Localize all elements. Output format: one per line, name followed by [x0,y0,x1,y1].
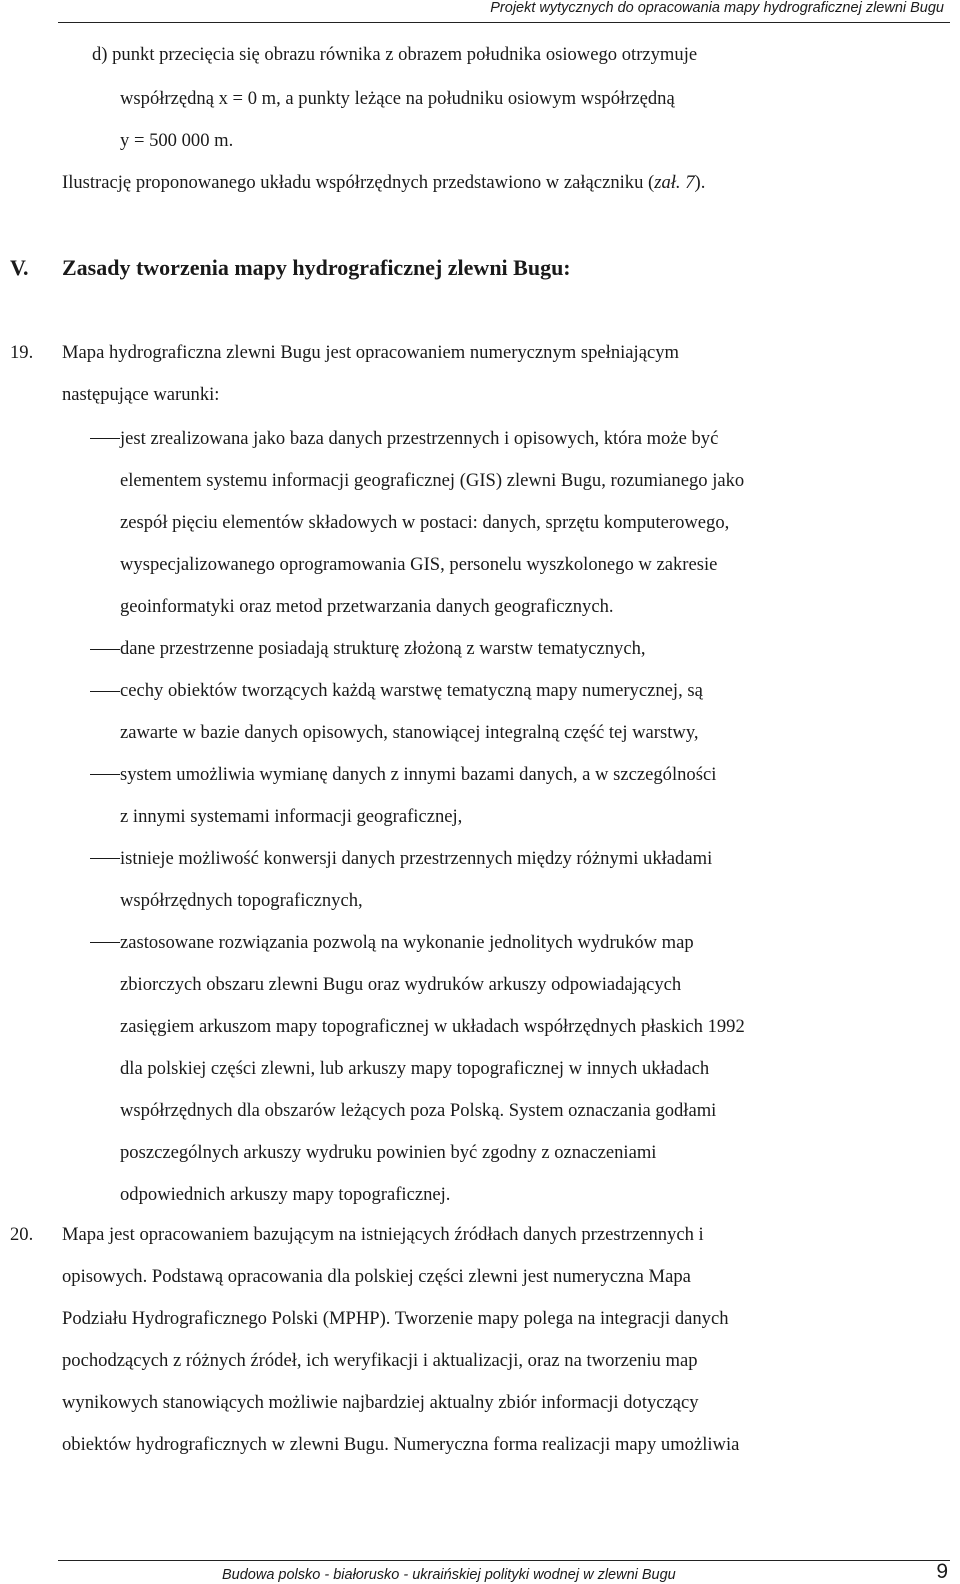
list-dash [90,774,120,775]
condition-1-line-3: zespół pięciu elementów składowych w postaci: danych, sprzętu komputerowego, [120,512,730,533]
paragraph-20-number: 20. [10,1224,34,1245]
list-dash [90,858,120,859]
illustration-reference: zał. 7 [654,172,695,193]
footer-divider [58,1560,950,1561]
item-d-line-2: współrzędną x = 0 m, a punkty leżące na południku osiowym współrzędną [120,88,675,109]
paragraph-20-line-2: opisowych. Podstawą opracowania dla polskiej części zlewni jest numeryczna Mapa [62,1266,691,1287]
page-header [0,0,960,20]
section-title: Zasady tworzenia mapy hydrograficznej zlewni Bugu: [62,255,571,280]
section-number: V. [10,255,29,280]
illustration-sentence [62,172,705,193]
paragraph-19-text: Mapa hydrograficzna zlewni Bugu jest opracowaniem numerycznym spełniającym [62,342,679,363]
list-dash [90,942,120,943]
item-d-line-1: d) punkt przecięcia się obrazu równika z obrazem południka osiowego otrzymuje [92,44,698,65]
illustration-prefix: Ilustrację proponowanego układu współrzędnych przedstawiono w załączniku ( [62,172,655,193]
paragraph-19-number: 19. [10,342,34,363]
condition-6-line-1: zastosowane rozwiązania pozwolą na wykonanie jednolitych wydruków map [120,932,694,953]
paragraph-19-line-2: następujące warunki: [62,384,220,405]
paragraph-20-line-4: pochodzących z różnych źródeł, ich weryfikacji i aktualizacji, oraz na tworzeniu map [62,1350,698,1371]
condition-6-line-4: dla polskiej części zlewni, lub arkuszy mapy topograficznej w innych układach [120,1058,710,1079]
paragraph-19-line-1 [62,342,872,363]
condition-6-line-6: poszczególnych arkuszy wydruku powinien być zgodny z oznaczeniami [120,1142,657,1163]
list-dash [90,649,120,650]
paragraph-20-line-5: wynikowych stanowiących możliwie najbardziej aktualny zbiór informacji dotyczący [62,1392,699,1413]
paragraph-20-line-3: Podziału Hydrograficznego Polski (MPHP). Tworzenie mapy polega na integracji danych [62,1308,729,1329]
condition-3-line-1: cechy obiektów tworzących każdą warstwę tematyczną mapy numerycznej, są [120,680,703,701]
condition-6-line-2: zbiorczych obszaru zlewni Bugu oraz wydruków arkuszy odpowiadających [120,974,682,995]
condition-6-line-3: zasięgiem arkuszom mapy topograficznej w układach współrzędnych płaskich 1992 [120,1016,745,1037]
condition-1-line-5: geoinformatyki oraz metod przetwarzania danych geograficznych. [120,596,614,617]
condition-1-line-4: wyspecjalizowanego oprogramowania GIS, personelu wyszkolonego w zakresie [120,554,718,575]
condition-4-line-1: system umożliwia wymianę danych z innymi bazami danych, a w szczególności [120,764,717,785]
list-dash [90,438,120,439]
condition-5-line-1: istnieje możliwość konwersji danych przestrzennych między różnymi układami [120,848,713,869]
footer-title: Budowa polsko - białorusko - ukraińskiej polityki wodnej w zlewni Bugu [222,1567,676,1583]
condition-1-line-1: jest zrealizowana jako baza danych przestrzennych i opisowych, która może być [120,428,719,449]
header-divider [58,22,950,23]
item-d-line-3: y = 500 000 m. [120,130,234,151]
condition-6-line-7: odpowiednich arkuszy mapy topograficznej. [120,1184,451,1205]
condition-2-line-1: dane przestrzenne posiadają strukturę złożoną z warstw tematycznych, [120,638,646,659]
paragraph-20-line-1: Mapa jest opracowaniem bazującym na istniejących źródłach danych przestrzennych i [62,1224,704,1245]
condition-1-line-2: elementem systemu informacji geograficznej (GIS) zlewni Bugu, rozumianego jako [120,470,745,491]
illustration-suffix: ). [694,172,706,193]
condition-5-line-2: współrzędnych topograficznych, [120,890,363,911]
paragraph-20-line-6: obiektów hydrograficznych w zlewni Bugu. Numeryczna forma realizacji mapy umożliwia [62,1434,740,1455]
condition-3-line-2: zawarte w bazie danych opisowych, stanowiącej integralną część tej warstwy, [120,722,699,743]
condition-6-line-5: współrzędnych dla obszarów leżących poza Polską. System oznaczania godłami [120,1100,717,1121]
header-title: Projekt wytycznych do opracowania mapy hydrograficznej zlewni Bugu [490,0,944,16]
page-number: 9 [936,1560,948,1583]
condition-4-line-2: z innymi systemami informacji geograficznej, [120,806,463,827]
list-dash [90,691,120,692]
